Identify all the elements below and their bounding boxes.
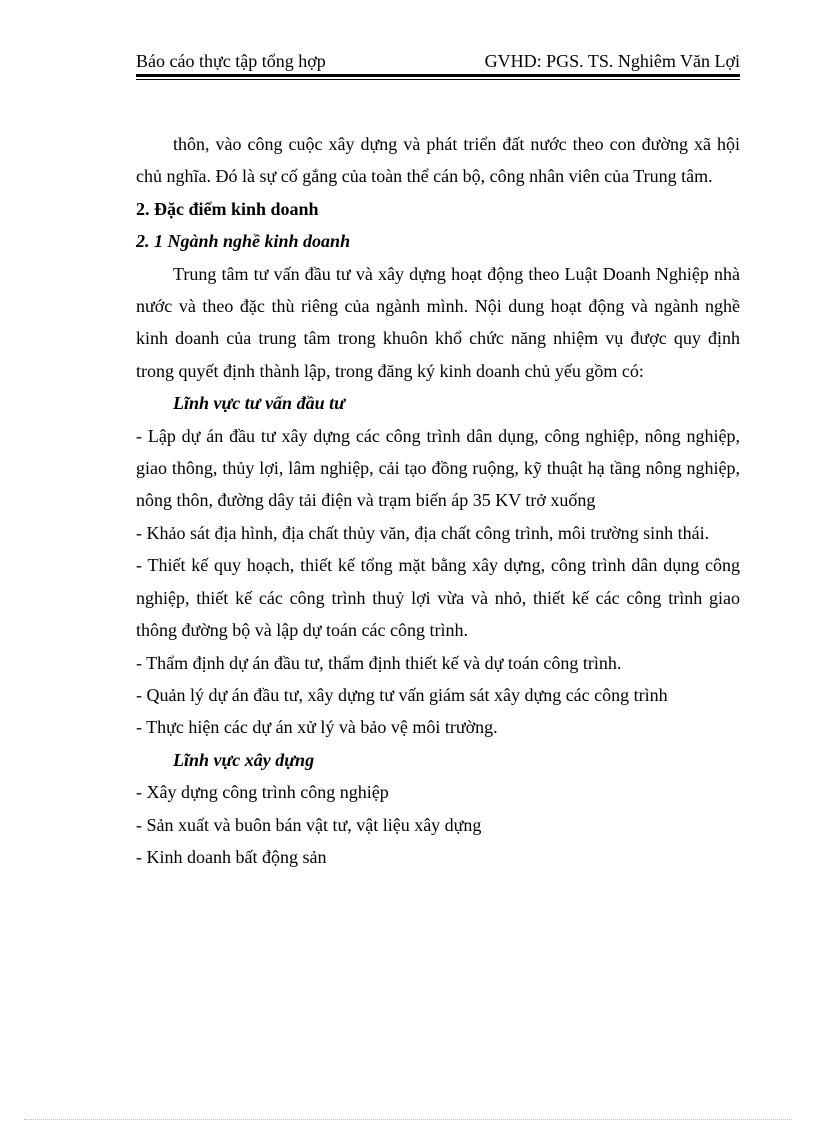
page-header bbox=[136, 49, 740, 73]
subsection-heading: 2. 1 Ngành nghề kinh doanh bbox=[136, 231, 351, 252]
list-item: - Kinh doanh bất động sản bbox=[136, 846, 327, 867]
list-item: - Quản lý dự án đầu tư, xây dựng tư vấn giám sát xây dựng các công trình bbox=[136, 684, 668, 705]
list-item: - Xây dựng công trình công nghiệp bbox=[136, 782, 389, 803]
field-heading-investment: Lĩnh vực tư vấn đầu tư bbox=[173, 393, 345, 414]
list-item: - Lập dự án đầu tư xây dựng các công trình dân dụng, công nghiệp, nông nghiệp, giao thông, thủy lợi, lâm nghiệp, cải tạo đồng ruộng, kỹ thuật hạ tầng nông nghiệp, nông thôn, đường dây tải điện và trạm biến áp 35 KV trở xuống bbox=[136, 425, 740, 511]
list-item: - Khảo sát địa hình, địa chất thủy văn, địa chất công trình, môi trường sinh thái. bbox=[136, 522, 710, 543]
header-rule-thick bbox=[136, 74, 740, 77]
page-bottom-divider bbox=[24, 1119, 792, 1120]
header-report-title: Báo cáo thực tập tổng hợp bbox=[136, 51, 326, 71]
list-item: - Thiết kế quy hoạch, thiết kế tổng mặt bằng xây dựng, công trình dân dụng công nghiệp, thiết kế các công trình thuỷ lợi vừa và nhỏ, thiết kế các công trình giao thông đường bộ và lập dự toán các công trình. bbox=[136, 555, 740, 641]
header-rule-thin bbox=[136, 79, 740, 80]
intro-paragraph: thôn, vào công cuộc xây dựng và phát triển đất nước theo con đường xã hội chủ nghĩa. Đó là sự cố gắng của toàn thể cán bộ, công nhân viên của Trung tâm. bbox=[136, 134, 740, 187]
description-paragraph: Trung tâm tư vấn đầu tư và xây dựng hoạt động theo Luật Doanh Nghiệp nhà nước và theo đặc thù riêng của ngành mình. Nội dung hoạt động và ngành nghề kinh doanh của trung tâm trong khuôn khổ chức năng nhiệm vụ được quy định trong quyết định thành lập, trong đăng ký kinh doanh chủ yếu gồm có: bbox=[136, 263, 740, 381]
list-item: - Sản xuất và buôn bán vật tư, vật liệu xây dựng bbox=[136, 814, 482, 835]
field-heading-construction: Lĩnh vực xây dựng bbox=[173, 749, 315, 770]
header-supervisor: GVHD: PGS. TS. Nghiêm Văn Lợi bbox=[484, 51, 740, 71]
document-body bbox=[136, 128, 740, 873]
list-item: - Thẩm định dự án đầu tư, thẩm định thiết kế và dự toán công trình. bbox=[136, 652, 622, 673]
section-heading: 2. Đặc điểm kinh doanh bbox=[136, 198, 319, 219]
list-item: - Thực hiện các dự án xử lý và bảo vệ môi trường. bbox=[136, 717, 498, 738]
